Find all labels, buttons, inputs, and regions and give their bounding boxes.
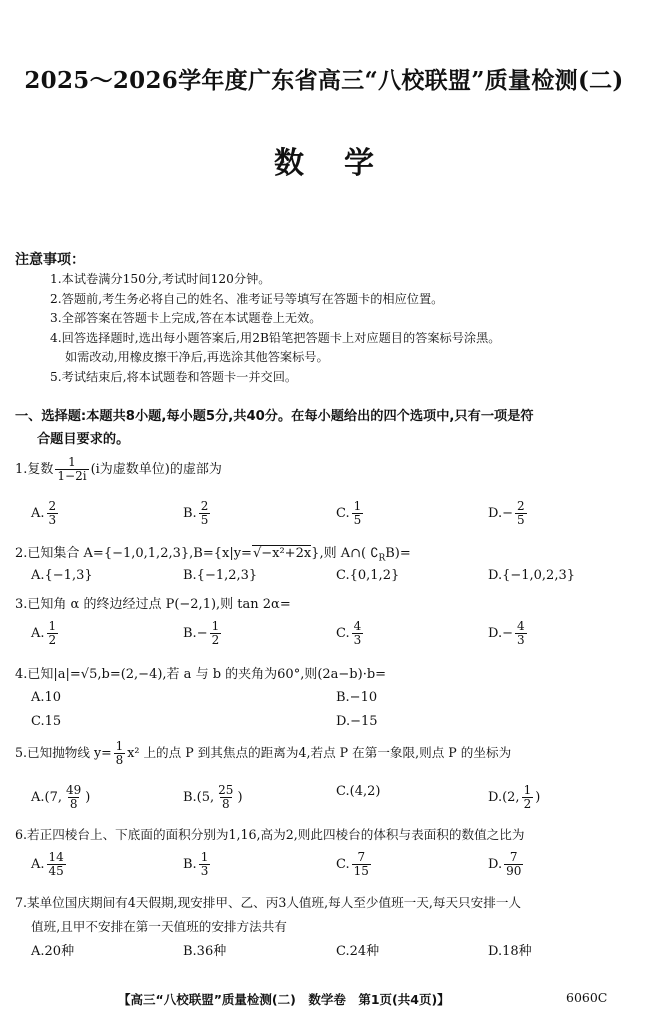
section-line: 合题目要求的。 [37,432,130,447]
frac-den: 1−2i [57,469,87,483]
question-4: 4.已知|a|=√5,b=(2,−4),若 a 与 b 的夹角为60°,则(2a−b)·b= [15,667,387,682]
q4-option-b[interactable]: B.−10 [336,690,378,705]
frac-den: 3 [48,513,57,527]
opt-fraction [47,851,66,878]
notice-item: 2.答题前,考生务必将自己的姓名、准考证号等填写在答题卡的相应位置。 [50,291,444,306]
opt-tail: ) [535,790,541,805]
opt-label: C.(4,2) [336,784,381,799]
frac-den: 2 [211,633,220,647]
q5-pre: 5.已知抛物线 y= [15,745,112,760]
q6-option-c[interactable] [336,851,373,878]
q4-option-c[interactable]: C.15 [31,714,62,729]
opt-sign: − [502,626,513,641]
frac-num: 1 [48,619,57,633]
exam-title: 2025～2026学年度广东省高三“八校联盟”质量检测(二) [24,67,624,94]
frac-num: 1 [211,619,220,633]
frac-den: 2 [523,797,532,811]
q5-options [31,784,631,814]
opt-fraction [515,500,527,527]
frac-den: 5 [353,513,362,527]
opt-label: A. [31,857,45,872]
q6-options [31,851,631,881]
frac-den: 2 [48,633,57,647]
q3-options [31,620,631,650]
opt-label: B. [183,506,197,521]
frac-den: 45 [48,864,64,878]
question-2 [15,542,640,564]
opt-fraction [64,784,83,811]
notice-item: 1.本试卷满分150分,考试时间120分钟。 [50,272,271,286]
frac-num: 1 [523,783,532,797]
frac-num: 49 [66,783,82,797]
question-7: 7.某单位国庆期间有4天假期,现安排甲、乙、丙3人值班,每人至少值班一天,每天只安排一人 [15,895,522,910]
opt-fraction [47,620,59,647]
footer-code: 6060C [566,990,608,1005]
q4-options-row2 [31,714,631,732]
opt-fraction [47,500,59,527]
q5-option-a[interactable] [31,784,90,811]
q1-post: (i为虚数单位)的虚部为 [90,462,222,477]
q5-option-c[interactable] [336,784,380,799]
opt-fraction [216,784,235,811]
opt-tail: ) [237,790,243,805]
q2-option-b[interactable]: B.{−1,2,3} [183,568,258,583]
frac-num: 1 [115,739,124,753]
question-1 [15,456,640,483]
opt-sign: − [502,506,513,521]
q2-post2: B)= [385,546,411,561]
q3-option-b[interactable] [183,620,223,647]
frac-num: 7 [509,850,518,864]
q2-post: },则 A∩( ∁ [311,546,379,561]
opt-fraction [504,851,523,878]
q2-sub: R [378,553,386,564]
opt-label: A. [31,626,45,641]
q1-fraction [55,456,88,483]
frac-num: 1 [200,850,209,864]
q7-options [31,940,631,958]
opt-fraction [199,500,211,527]
opt-label: A. [31,506,45,521]
q2-option-d[interactable]: D.{−1,0,2,3} [488,568,576,583]
opt-label: A.(7, [31,790,62,805]
q1-option-c[interactable] [336,500,365,527]
q4-option-a[interactable]: A.10 [31,690,62,705]
frac-num: 2 [517,499,525,513]
opt-fraction [352,620,364,647]
opt-label: B.(5, [183,790,215,805]
opt-fraction [210,620,222,647]
q3-option-a[interactable] [31,620,60,647]
notice-item: 5.考试结束后,将本试题卷和答题卡一并交回。 [50,369,298,384]
opt-label: B. [183,626,197,641]
opt-label: D.(2, [488,790,520,805]
notice-item: 4.回答选择题时,选出每小题答案后,用2B铅笔把答题卡上对应题目的答案标号涂黑。 [50,330,501,345]
frac-num: 1 [68,455,76,469]
notice-heading: 注意事项： [15,252,85,268]
opt-label: D. [488,857,503,872]
frac-den: 8 [115,753,124,767]
frac-num: 4 [353,619,362,633]
q1-pre: 1.复数 [15,462,54,477]
subject-title: 数学 [274,146,414,181]
frac-den: 5 [200,513,209,527]
frac-num: 4 [517,619,525,633]
notice-item: 如需改动,用橡皮擦干净后,再选涂其他答案标号。 [65,350,329,364]
question-3: 3.已知角 α 的终边经过点 P(−2,1),则 tan 2α= [15,597,291,612]
q4-option-d[interactable]: D.−15 [336,714,378,729]
question-7-cont: 值班,且甲不安排在第一天值班的安排方法共有 [31,919,287,934]
q5-option-d[interactable] [488,784,540,811]
q2-sqrt: √−x²+2x [252,546,312,561]
frac-den: 3 [353,633,362,647]
question-5 [15,740,640,767]
q2-pre: 2.已知集合 A={−1,0,1,2,3},B={x|y= [15,546,252,561]
opt-sign: − [196,626,208,641]
q5-option-b[interactable] [183,784,243,811]
notice-list [50,270,642,387]
opt-fraction [522,784,534,811]
opt-label: C. [336,857,350,872]
q2-option-a[interactable]: A.{−1,3} [31,568,93,583]
q5-fraction [114,740,126,767]
q6-option-d[interactable] [488,851,525,878]
opt-label: C. [336,506,350,521]
q3-option-d[interactable] [488,620,529,647]
q5-post: x² 上的点 P 到其焦点的距离为4,若点 P 在第一象限,则点 P 的坐标为 [127,745,512,760]
opt-fraction [352,851,371,878]
frac-num: 1 [353,499,362,513]
q7-option-a[interactable]: A.20种 [31,944,75,959]
frac-den: 5 [517,513,525,527]
frac-num: 7 [357,850,366,864]
opt-label: D. [488,506,503,521]
q2-options [31,568,631,586]
frac-num: 2 [48,499,57,513]
frac-num: 2 [200,499,209,513]
frac-num: 25 [218,783,234,797]
frac-den: 8 [221,797,230,811]
frac-den: 15 [353,864,369,878]
section-line: 一、选择题:本题共8小题,每小题5分,共40分。在每小题给出的四个选项中,只有一项是符 [15,409,534,424]
question-6: 6.若正四棱台上、下底面的面积分别为1,16,高为2,则此四棱台的体积与表面积的数值之比为 [15,827,525,842]
q1-option-a[interactable] [31,500,60,527]
q1-option-d[interactable] [488,500,529,527]
frac-den: 8 [69,797,78,811]
opt-fraction [199,851,211,878]
q1-options [31,500,631,530]
frac-den: 90 [506,864,522,878]
frac-den: 3 [517,633,525,647]
q1-option-b[interactable] [183,500,212,527]
opt-label: D. [488,626,503,641]
opt-label: B. [183,857,197,872]
q2-option-c[interactable]: C.{0,1,2} [336,568,400,583]
frac-den: 3 [200,864,209,878]
q7-option-b[interactable]: B.36种 [183,944,227,959]
q6-option-b[interactable] [183,851,212,878]
section-heading [15,405,635,451]
q2-radicand: −x²+2x [261,546,312,561]
q7-option-d[interactable]: D.18种 [488,944,532,959]
opt-fraction [352,500,364,527]
q7-option-c[interactable]: C.24种 [336,944,380,959]
opt-fraction [515,620,527,647]
opt-label: C. [336,626,350,641]
q4-options-row1 [31,690,631,708]
frac-num: 14 [48,850,64,864]
opt-tail: ) [85,790,91,805]
q6-option-a[interactable] [31,851,68,878]
footer-text: 【高三“八校联盟”质量检测(二) 数学卷 第1页(共4页)】 [118,992,450,1007]
q3-option-c[interactable] [336,620,365,647]
notice-item: 3.全部答案在答题卡上完成,答在本试题卷上无效。 [50,311,322,325]
